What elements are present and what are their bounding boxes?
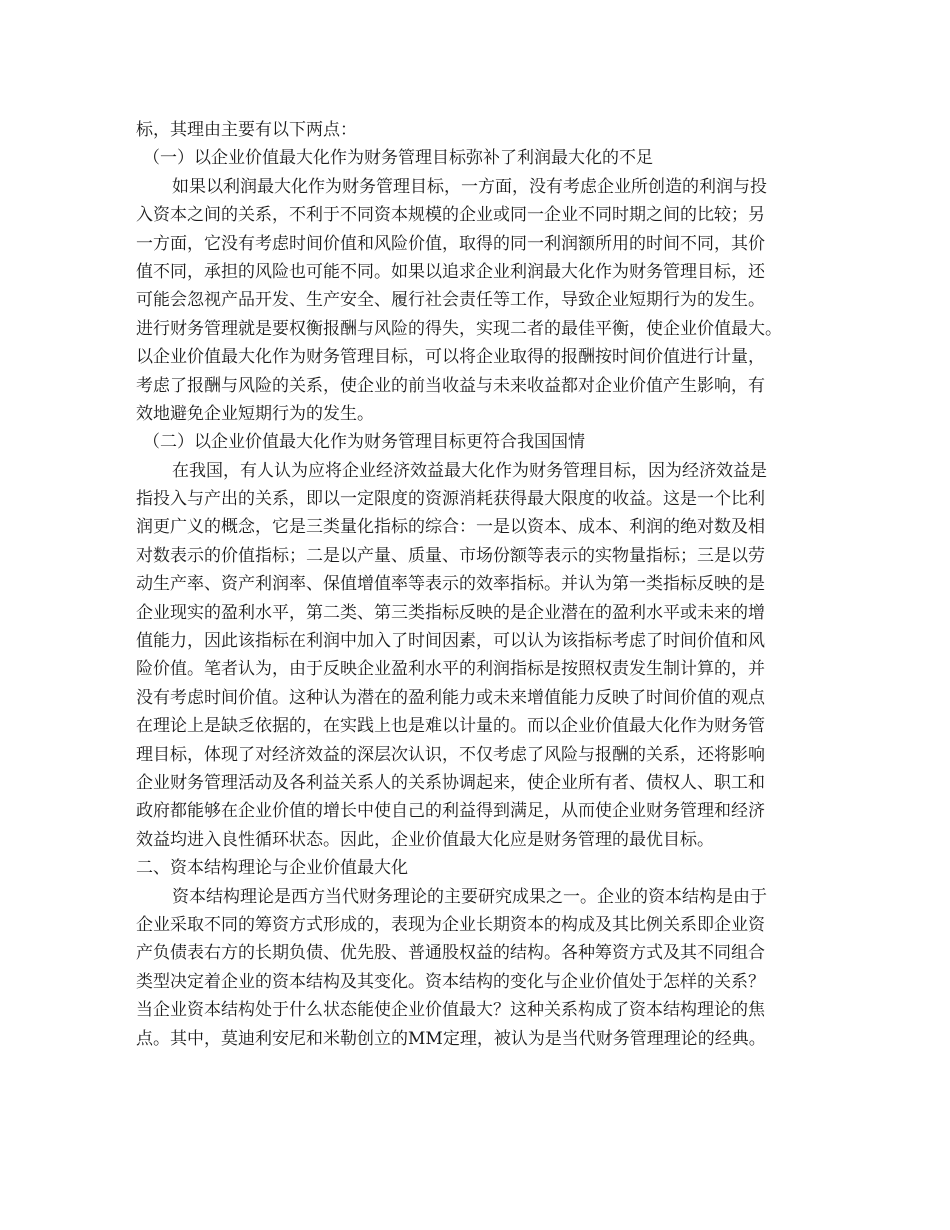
text-line: 类型决定着企业的资本结构及其变化。资本结构的变化与企业价值处于怎样的关系？ [136,971,765,992]
text-line: 效地避免企业短期行为的发生。 [136,403,374,424]
text-line: 考虑了报酬与风险的关系，使企业的前当收益与未来收益都对企业价值产生影响，有 [136,375,765,396]
text-line: 标，其理由主要有以下两点： [136,120,357,140]
text-line: 入资本之间的关系，不利于不同资本规模的企业或同一企业不同时期之间的比较；另 [136,205,765,226]
text-line: 润更广义的概念，它是三类量化指标的综合：一是以资本、成本、利润的绝对数及相 [136,517,765,538]
paragraph-first-line: 如果以利润最大化作为财务管理目标，一方面，没有考虑企业所创造的利润与投 [172,176,767,197]
text-line: 进行财务管理就是要权衡报酬与风险的得失，实现二者的最佳平衡，使企业价值最大。 [136,318,782,339]
text-line: 政府都能够在企业价值的增长中使自己的利益得到满足，从而使企业财务管理和经济 [136,801,765,822]
text-line: 企业财务管理活动及各利益关系人的关系协调起来，使企业所有者、债权人、职工和 [136,772,765,793]
text-line: 产负债表右方的长期负债、优先股、普通股权益的结构。各种筹资方式及其不同组合 [136,943,765,964]
text-line: 理目标，体现了对经济效益的深层次认识，不仅考虑了风险与报酬的关系，还将影响 [136,744,765,765]
document-body [136,116,910,1053]
text-line: 在理论上是缺乏依据的，在实践上也是难以计量的。而以企业价值最大化作为财务管 [136,716,765,737]
text-line: 指投入与产出的关系，即以一定限度的资源消耗获得最大限度的收益。这是一个比利 [136,489,765,510]
text-line: 险价值。笔者认为，由于反映企业盈利水平的利润指标是按照权责发生制计算的，并 [136,659,765,680]
text-line: 企业现实的盈利水平，第二类、第三类指标反映的是企业潜在的盈利水平或未来的增 [136,602,765,623]
text-line: 动生产率、资产利润率、保值增值率等表示的效率指标。并认为第一类指标反映的是 [136,574,765,595]
text-line: 对数表示的价值指标；二是以产量、质量、市场份额等表示的实物量指标；三是以劳 [136,545,765,566]
text-line: 点。其中，莫迪利安尼和米勒创立的MM定理，被认为是当代财务管理理论的经典。 [136,1028,766,1049]
text-line: 没有考虑时间价值。这种认为潜在的盈利能力或未来增值能力反映了时间价值的观点 [136,687,765,708]
section-heading: （一）以企业价值最大化作为财务管理目标弥补了利润最大化的不足 [143,148,653,169]
text-line: 当企业资本结构处于什么状态能使企业价值最大？这种关系构成了资本结构理论的焦 [136,1000,765,1021]
text-line: 可能会忽视产品开发、生产安全、履行社会责任等工作，导致企业短期行为的发生。 [136,290,765,311]
text-line: 效益均进入良性循环状态。因此，企业价值最大化应是财务管理的最优目标。 [136,829,714,850]
text-line: 一方面，它没有考虑时间价值和风险价值，取得的同一利润额所用的时间不同，其价 [136,233,765,254]
section-heading: 二、资本结构理论与企业价值最大化 [136,858,408,879]
text-line: 值能力，因此该指标在利润中加入了时间因素，可以认为该指标考虑了时间价值和风 [136,631,765,652]
paragraph-first-line: 资本结构理论是西方当代财务理论的主要研究成果之一。企业的资本结构是由于 [172,886,767,907]
text-line: 值不同，承担的风险也可能不同。如果以追求企业利润最大化作为财务管理目标，还 [136,261,765,282]
text-line: 企业采取不同的筹资方式形成的，表现为企业长期资本的构成及其比例关系即企业资 [136,914,765,935]
paragraph-first-line: 在我国，有人认为应将企业经济效益最大化作为财务管理目标，因为经济效益是 [172,460,767,481]
section-heading: （二）以企业价值最大化作为财务管理目标更符合我国国情 [143,432,585,453]
text-line: 以企业价值最大化作为财务管理目标，可以将企业取得的报酬按时间价值进行计量， [136,347,765,368]
